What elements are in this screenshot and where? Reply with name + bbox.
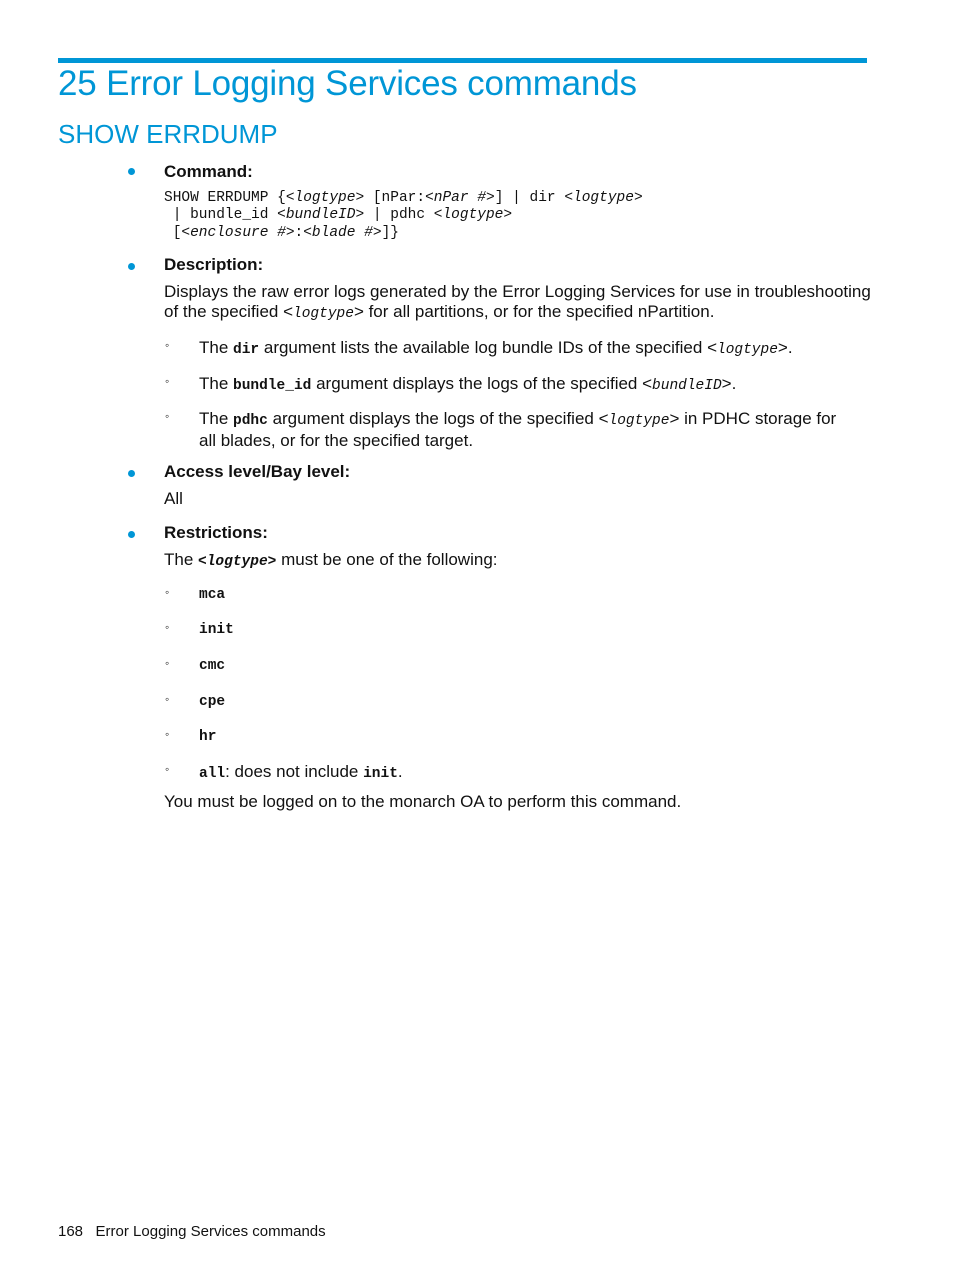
access-level-value: All [164, 489, 183, 508]
access-level-label: Access level/Bay level: [164, 462, 351, 481]
description-item-pdhc: The pdhc argument displays the logs of the specified <logtype> in PDHC storage for all blades, or for the specified target. [199, 409, 837, 450]
description-item-dir: The dir argument lists the available log bundle IDs of the specified <logtype>. [199, 338, 793, 358]
sub-bullet-icon: ◦ [165, 409, 170, 423]
logtype-option-all: all: does not include init. [199, 762, 403, 782]
sub-bullet-icon: ◦ [165, 692, 170, 706]
sub-bullet-icon: ◦ [165, 585, 170, 599]
chapter-rule [58, 58, 867, 63]
restrictions-note: You must be logged on to the monarch OA to perform this command. [164, 792, 682, 811]
logtype-option: init [199, 622, 234, 638]
logtype-option: mca [199, 587, 226, 603]
chapter-title: 25 Error Logging Services commands [58, 64, 637, 103]
description-label: Description: [164, 255, 264, 274]
logtype-option: hr [199, 729, 217, 745]
command-label: Command: [164, 162, 253, 181]
logtype-option: cpe [199, 694, 226, 710]
footer-title: Error Logging Services commands [95, 1223, 326, 1240]
page-footer [58, 1223, 326, 1240]
sub-bullet-icon: ◦ [165, 620, 170, 634]
restrictions-intro: The <logtype> must be one of the following: [164, 550, 498, 570]
logtype-option: cmc [199, 658, 226, 674]
sub-bullet-icon: ◦ [165, 374, 170, 388]
bullet-icon [128, 263, 135, 270]
bullet-icon [128, 168, 135, 175]
section-title: SHOW ERRDUMP [58, 119, 278, 149]
command-syntax-line-1: SHOW ERRDUMP {<logtype> [nPar:<nPar #>] | dir <logtype> [164, 190, 643, 206]
sub-bullet-icon: ◦ [165, 727, 170, 741]
command-syntax-line-3: [<enclosure #>:<blade #>]} [164, 225, 399, 241]
sub-bullet-icon: ◦ [165, 338, 170, 352]
sub-bullet-icon: ◦ [165, 762, 170, 776]
description-text: Displays the raw error logs generated by the Error Logging Services for use in troubleshooting of the specified <logtype> for all partitions, or for the specified nPartition. [164, 282, 871, 322]
bullet-icon [128, 470, 135, 477]
restrictions-label: Restrictions: [164, 523, 268, 542]
command-syntax-line-2: | bundle_id <bundleID> | pdhc <logtype> [164, 207, 513, 223]
bullet-icon [128, 531, 135, 538]
description-item-bundle-id: The bundle_id argument displays the logs of the specified <bundleID>. [199, 374, 737, 394]
sub-bullet-icon: ◦ [165, 656, 170, 670]
page-number: 168 [58, 1223, 84, 1240]
